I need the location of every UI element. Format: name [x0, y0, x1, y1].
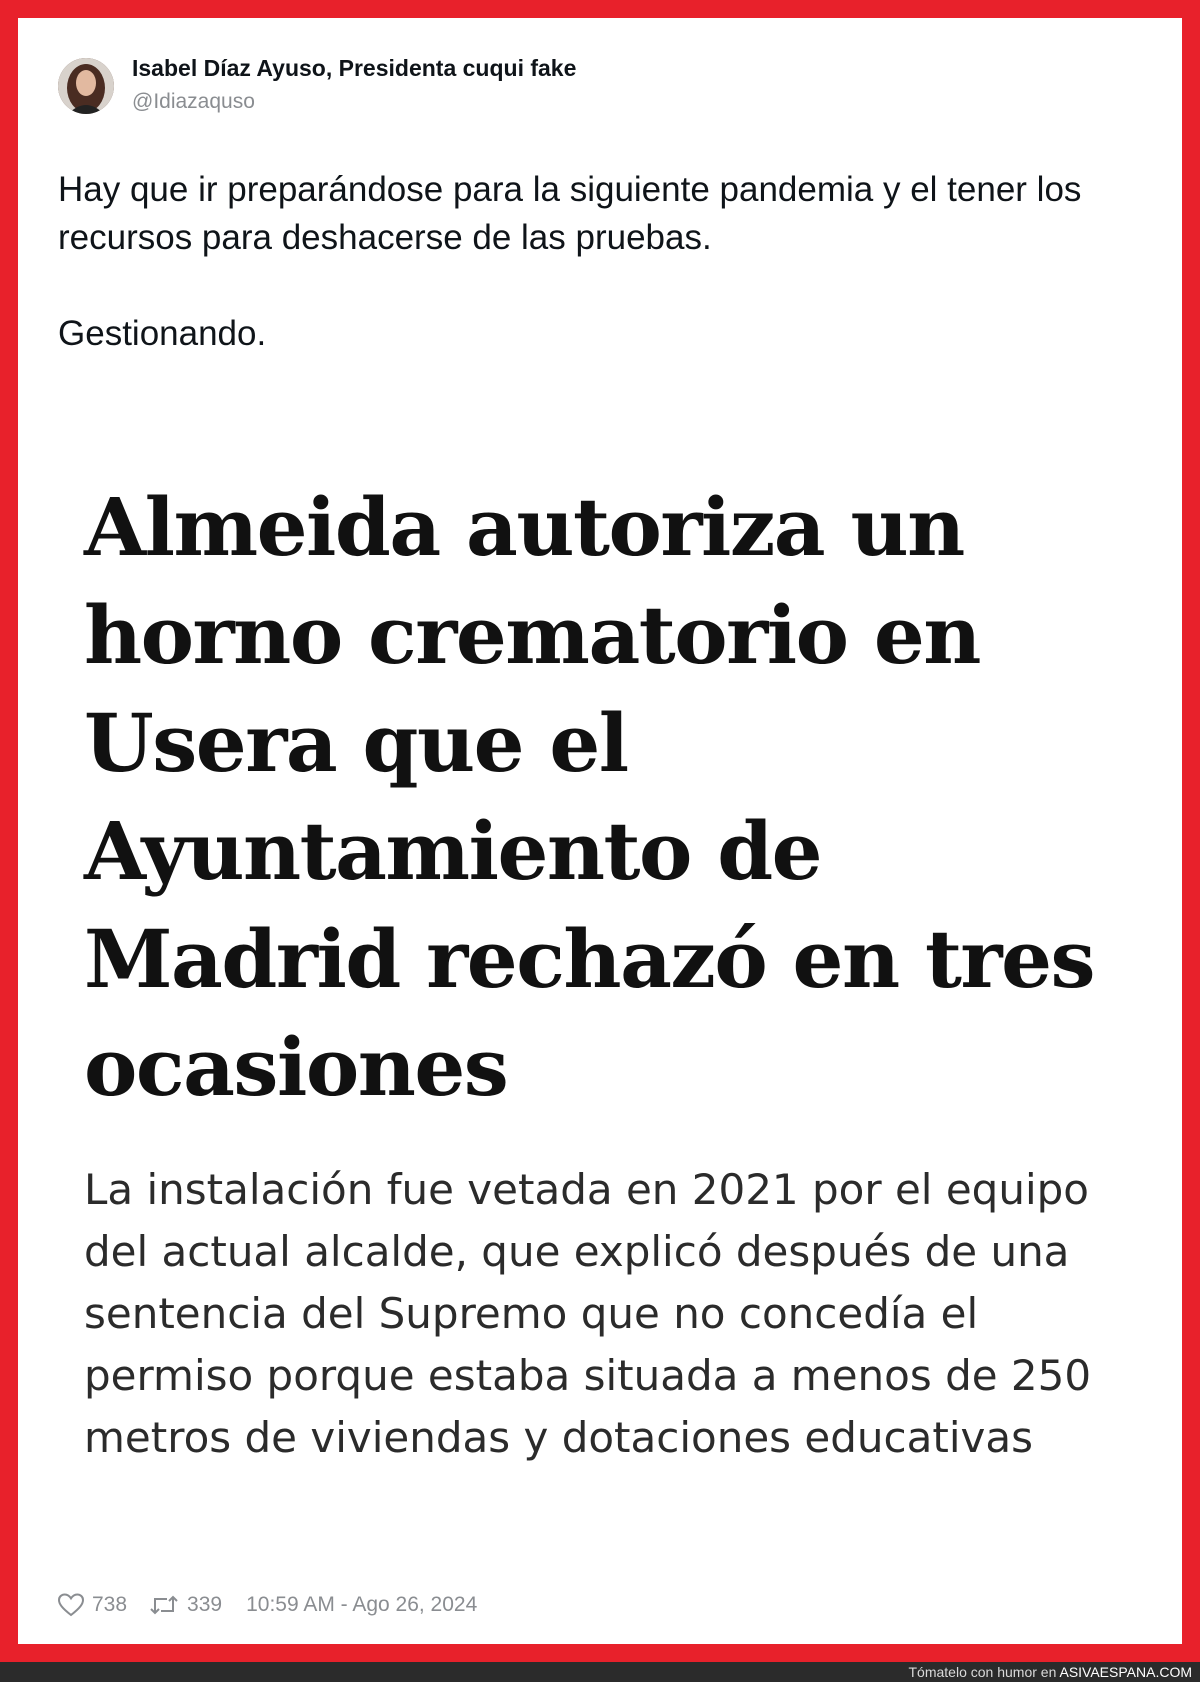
tweet-timestamp[interactable]: 10:59 AM - Ago 26, 2024 [246, 1593, 478, 1616]
tweet-footer [58, 1590, 477, 1620]
retweet-count: 339 [187, 1593, 223, 1616]
embedded-article-image[interactable] [84, 473, 1144, 1563]
retweet-button[interactable] [149, 1593, 222, 1617]
retweet-icon [149, 1593, 179, 1617]
article-headline: Almeida autoriza un horno crematorio en Usera que el Ayuntamiento de Madrid rechazó en tres ocasiones [84, 480, 1095, 1114]
heart-icon [58, 1593, 84, 1617]
author-name[interactable]: Isabel Díaz Ayuso, Presidenta cuqui fake [132, 55, 577, 81]
like-count: 738 [92, 1593, 128, 1616]
watermark-text [909, 1664, 1193, 1680]
avatar-portrait-icon [58, 58, 114, 114]
tweet-text-paragraph: Hay que ir preparándose para la siguiente pandemia y el tener los recursos para deshacerse de las pruebas. [58, 170, 1082, 257]
watermark-site-link[interactable]: ASIVAESPANA.COM [1059, 1664, 1192, 1680]
tweet-text [58, 166, 1148, 358]
tweet-card [18, 18, 1182, 1644]
watermark-strip [0, 1662, 1200, 1682]
like-button[interactable] [58, 1593, 127, 1617]
avatar[interactable] [58, 58, 114, 114]
author-handle[interactable]: @Idiazaquso [132, 90, 255, 113]
article-subhead: La instalación fue vetada en 2021 por el equipo del actual alcalde, que explicó después de una sentencia del Supremo que no concedía el permiso porque estaba situada a menos de 250 metros de viviendas y dotaciones educativas [84, 1165, 1092, 1462]
tweet-text-paragraph: Gestionando. [58, 314, 267, 353]
watermark-prefix: Tómatelo con humor en [908, 1664, 1057, 1680]
